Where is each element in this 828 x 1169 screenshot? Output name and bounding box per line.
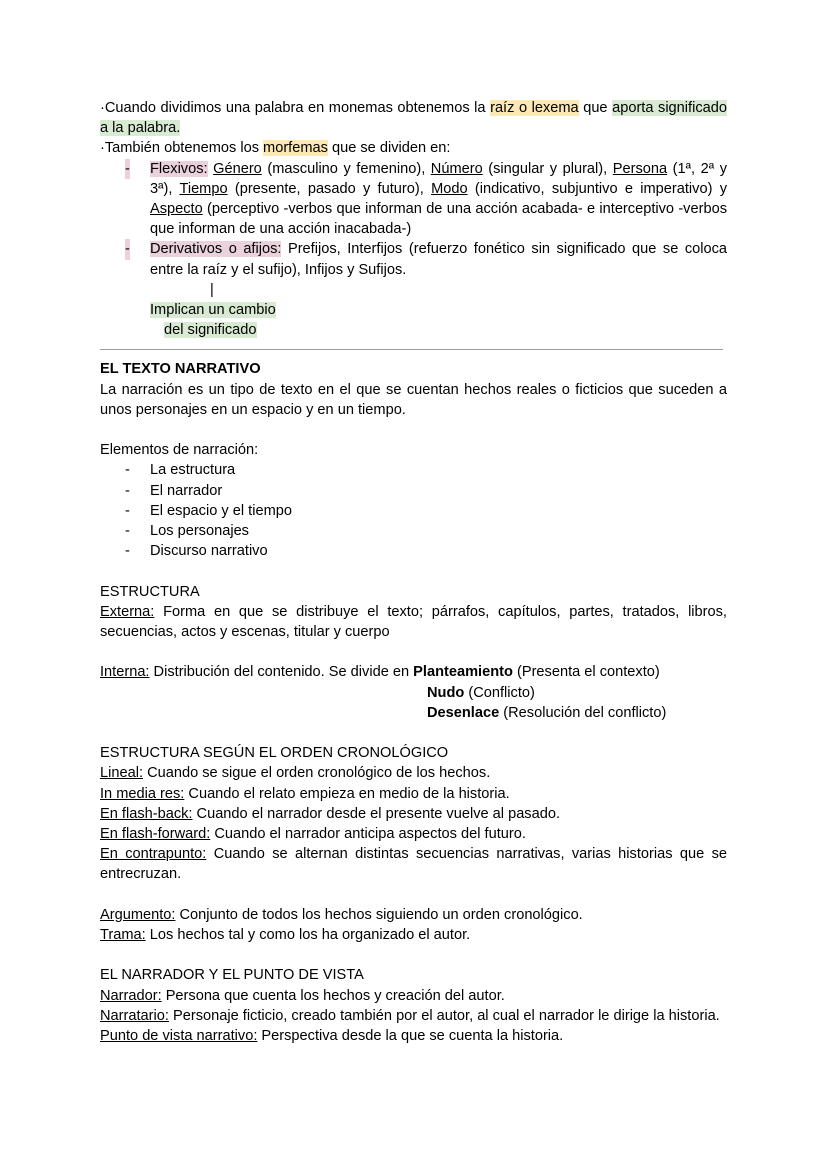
estructura-desenlace: Desenlace (Resolución del conflicto) [427, 704, 667, 721]
list-item: - El narrador [125, 482, 223, 499]
derivativos-label: Derivativos o afijos: [150, 241, 282, 258]
punto-de-vista-definition: Punto de vista narrativo: Perspectiva desde la que se cuenta la historia. [100, 1028, 564, 1045]
estructura-title: ESTRUCTURA [100, 583, 200, 600]
narrador-definition: Narrador: Persona que cuenta los hechos y creación del autor. [100, 987, 505, 1004]
elementos-title: Elementos de narración: [100, 442, 259, 459]
list-dash: - [125, 239, 130, 259]
narrador-title: EL NARRADOR Y EL PUNTO DE VISTA [100, 967, 364, 984]
argumento-definition: Argumento: Conjunto de todos los hechos siguiendo un orden cronológico. [100, 906, 583, 923]
estructura-nudo: Nudo (Conflicto) [427, 684, 535, 701]
section-divider [100, 349, 723, 350]
cronologico-item: En flash-back: Cuando el narrador desde el presente vuelve al pasado. [100, 805, 561, 822]
cronologico-item: Lineal: Cuando se sigue el orden cronológico de los hechos. [100, 765, 491, 782]
highlight-raiz-lexema: raíz o lexema [490, 100, 579, 116]
cronologico-item: In media res: Cuando el relato empieza en medio de la historia. [100, 785, 510, 802]
document-body [100, 98, 727, 1046]
connector-bar: | [210, 281, 214, 298]
list-dash: - [125, 159, 130, 179]
estructura-externa: Externa: Forma en que se distribuye el texto; párrafos, capítulos, partes, tratados, libros, secuencias, actos y escenas, titular y cuerpo [100, 603, 727, 641]
implican-note-line-2: del significado [164, 322, 257, 339]
estructura-interna: Interna: Distribución del contenido. Se divide en Planteamiento (Presenta el contexto) [100, 664, 660, 681]
list-item: - Discurso narrativo [125, 543, 268, 560]
narrativo-title: EL TEXTO NARRATIVO [100, 361, 261, 378]
narrativo-definition: La narración es un tipo de texto en el que se cuentan hechos reales o ficticios que suceden a unos personajes en un espacio y en un tiempo. [100, 381, 727, 418]
list-item: - El espacio y el tiempo [125, 502, 292, 519]
trama-definition: Trama: Los hechos tal y como los ha organizado el autor. [100, 927, 471, 944]
morfemas-derivativos-item: - Derivativos o afijos: Prefijos, Interfijos (refuerzo fonético sin significado que se coloca entre la raíz y el sufijo), Infijos y Sufijos. [125, 241, 728, 278]
cronologico-item: En flash-forward: Cuando el narrador anticipa aspectos del futuro. [100, 826, 526, 843]
intro-monemas-paragraph: ·Cuando dividimos una palabra en monemas obtenemos la raíz o lexema que aporta significado a la palabra. [100, 100, 727, 137]
flexivos-label: Flexivos: [150, 160, 208, 177]
elementos-list [100, 460, 727, 561]
highlight-aporta-significado: aporta significado a la palabra. [100, 100, 727, 137]
highlight-morfemas: morfemas [263, 140, 328, 157]
list-item: - La estructura [125, 462, 236, 479]
narratario-definition: Narratario: Personaje ficticio, creado también por el autor, al cual el narrador le dirige la historia. [100, 1007, 720, 1024]
list-item: - Los personajes [125, 523, 249, 540]
cronologico-item: En contrapunto: Cuando se alternan distintas secuencias narrativas, varias historias que se entrecruzan. [100, 846, 727, 883]
cronologico-title: ESTRUCTURA SEGÚN EL ORDEN CRONOLÓGICO [100, 745, 449, 762]
intro-morfemas-paragraph: ·También obtenemos los morfemas que se dividen en: [100, 140, 451, 157]
morfemas-flexivos-item: - Flexivos: Género (masculino y femenino), Número (singular y plural), Persona (1ª, 2ª y 3ª), Tiempo (presente, pasado y futuro), Modo (indicativo, subjuntivo e imperativo) y Aspecto (perceptivo -verbos que informan de una acción acabada- e interceptivo -verbos que informan de una acción inacabada-) [125, 160, 727, 238]
implican-note-line-1: Implican un cambio [150, 302, 276, 319]
